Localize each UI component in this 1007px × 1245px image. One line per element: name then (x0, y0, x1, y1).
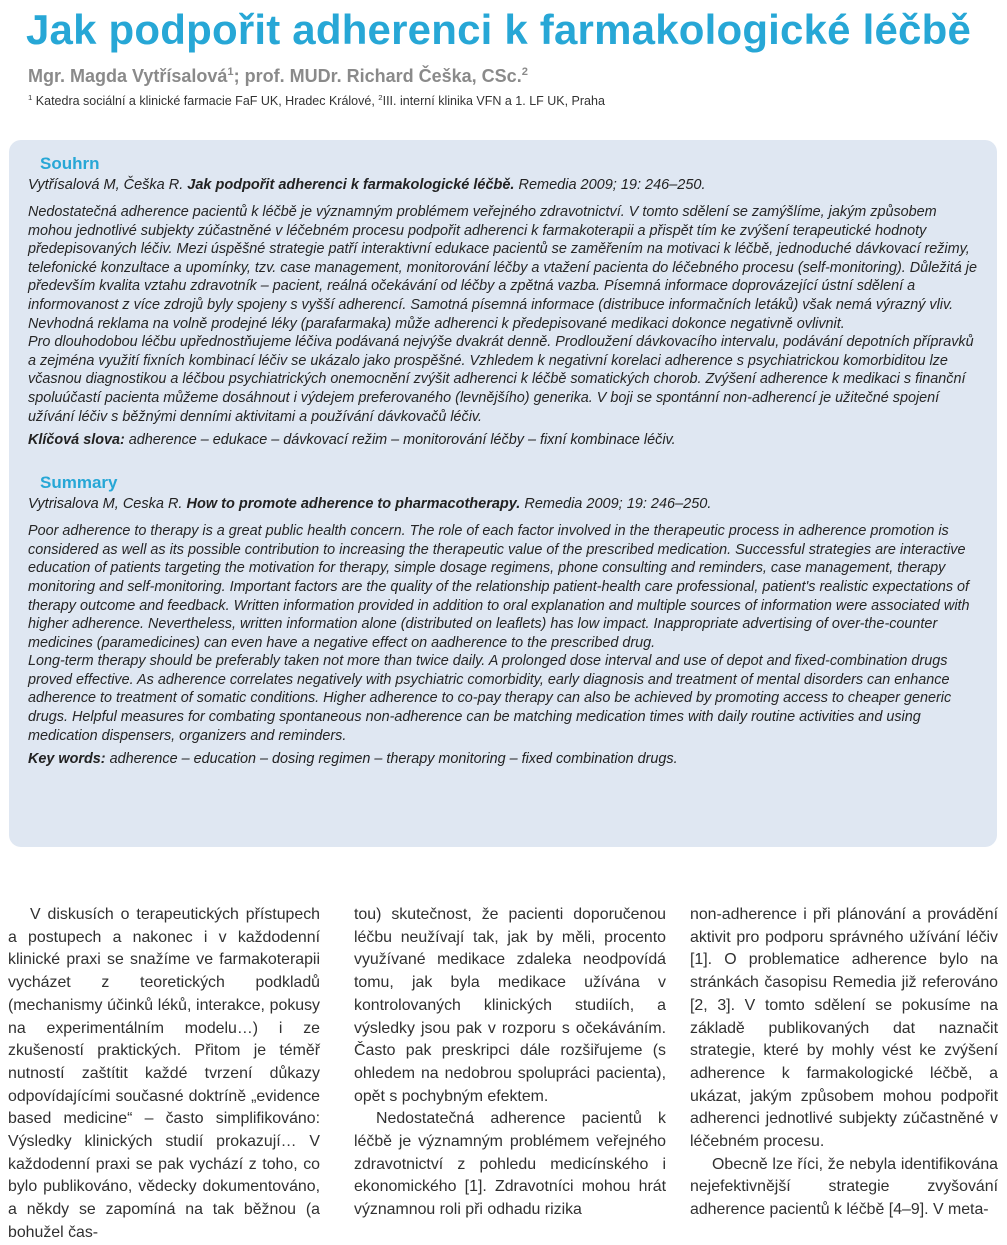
body-paragraph: V diskusích o terapeutických přístupech a postupech a nakonec i v každodenní klinické praxi se snažíme ve farmakoterapii vycházet z teoretických podkladů (mechanismy účinků léků, interakce, pokusy na experimentálním modelu…) i ze zkušeností praktických. Přitom je téměř nutností zaštítit každé tvrzení důkazy odpovídajícími současné doktríně „evidence based medicine“ – často simplifikováno: Výsledky klinických studií prokazují… V každodenní praxi se pak vychází z toho, co bylo publikováno, vědecky dokumentováno, a někdy se zapomíná na tak běžnou (a bohužel čas- (8, 906, 320, 1241)
summary-paragraph-2: Long-term therapy should be preferably taken not more than twice daily. A prolonged dose interval and use of depot and fixed-combination drugs proved effective. As adherence correlates negatively with psychiatric comorbidity, early diagnosis and treatment of mental disorders can enhance adherence to treatment of somatic conditions. Higher adherence to co-pay therapy can also be achieved by promoting access to cheaper generic drugs. Helpful measures for combating spontaneous non-adherence can be matching medication times with daily routine activities and using medication dispensers, organizers and reminders. (28, 653, 952, 744)
body-paragraph: Nedostatečná adherence pacientů k léčbě je významným problémem veřejného zdravotnictví z pohledu medicínského i ekonomického [1]. Zdravotníci mohou hrát významnou roli při odhadu rizika (354, 1110, 666, 1219)
author-1: Mgr. Magda Vytřísalová (28, 66, 228, 86)
summary-paragraph-1: Poor adherence to therapy is a great public health concern. The role of each factor involved in the therapeutic process in adherence promotion is considered as well as its possible contribution to increasing the therapeutic value of the prescribed medication. Successful strategies are interactive education of patients targeting the motivation for therapy, simple dosage regimens, phone consulting and reminders, case management, therapy monitoring and self-monitoring. Important factors are the quality of the relationship patient-health care professional, patient's realistic expectations of therapy outcome and feedback. Written information provided in addition to oral explanation and multiple sources of information were associated with higher adherence. Nevertheless, written information alone (distributed on leaflets) has low impact. Inappropriate advertising of over-the-counter medicines (paramedicines) can even have a negative effect on aadherence to the prescribed drug. (28, 523, 970, 651)
souhrn-text (28, 203, 979, 426)
summary-citation-title: How to promote adherence to pharmacotherapy. (186, 496, 521, 513)
summary-citation-authors: Vytrisalova M, Ceska R. (28, 496, 187, 513)
souhrn-heading: Souhrn (40, 154, 100, 173)
summary-citation-source: Remedia 2009; 19: 246–250. (520, 496, 712, 513)
souhrn-section (28, 154, 979, 450)
body-paragraph: Obecně lze říci, že nebyla identifikována nejefektivnější strategie zvyšování adherence pacientů k léčbě [4–9]. V meta- (690, 1155, 998, 1219)
article-title: Jak podpořit adherenci k farmakologické léčbě (26, 6, 971, 53)
author-1-affil-mark: 1 (227, 66, 234, 78)
affil-2-mark: 2 (378, 92, 383, 102)
summary-section (28, 473, 979, 769)
summary-text (28, 522, 979, 745)
author-2: ; prof. MUDr. Richard Češka, CSc. (233, 66, 522, 86)
affil-1-mark: 1 (28, 92, 33, 102)
summary-citation (28, 494, 979, 514)
souhrn-keywords-label: Klíčová slova: (28, 432, 125, 449)
summary-keywords (28, 750, 979, 769)
abstract-box (9, 140, 997, 847)
summary-keywords-text: adherence – education – dosing regimen – therapy monitoring – fixed combination drugs. (105, 751, 678, 768)
body-paragraph: non-adherence i při plánování a provádění aktivit pro podporu správného užívání léčiv [1]. O problematice adherence bylo na stránkách časopisu Remedia již referováno [2, 3]. V tomto sdělení se pokusíme na základě publikovaných dat naznačit strategie, které by mohly vést ke zvýšení adherence k farmakologické léčbě, a ukázat, jakým způsobem mohou podpořit adherenci jednotlivé subjekty zúčastněné v léčebném procesu. (690, 906, 998, 1151)
affiliations-line (28, 94, 605, 108)
affil-2: III. interní klinika VFN a 1. LF UK, Praha (382, 94, 605, 108)
authors-line (28, 66, 528, 87)
body-paragraph: tou) skutečnost, že pacienti doporučenou léčbu neužívají tak, jak by měli, procento využívané medikace zdaleka neodpovídá tomu, jak byla medikace užívána v kontrolovaných klinických studiích, a výsledky jsou pak v rozporu s očekáváním. Často pak preskripci dále rozšiřujeme (s ohledem na nedobrou spolupráci pacienta), opět s pochybným efektem. (354, 906, 666, 1105)
body-column-2 (354, 904, 666, 1219)
summary-heading: Summary (40, 473, 118, 493)
souhrn-citation-title: Jak podpořit adherenci k farmakologické léčbě. (187, 177, 515, 193)
souhrn-citation-source: Remedia 2009; 19: 246–250. (514, 177, 706, 193)
souhrn-citation-authors: Vytřísalová M, Češka R. (28, 177, 188, 193)
souhrn-keywords-text: adherence – edukace – dávkovací režim – monitorování léčby – fixní kombinace léčiv. (124, 432, 676, 449)
souhrn-paragraph-1: Nedostatečná adherence pacientů k léčbě je významným problémem veřejného zdravotnictví. V tomto sdělení se zamýšlíme, jakým způsobem mohou jednotlivé subjekty zúčastněné v léčebném procesu podpořit adherenci k farmakoterapii a přispět tím ke zvýšení terapeutické hodnoty předepisovaných léčiv. Mezi úspěšné strategie patří interaktivní edukace pacientů se zaměřením na motivaci k léčbě, jednoduché dávkovací režimy, telefonické konzultace a upomínky, tzv. case management, monitorování léčby a vtažení pacienta do léčebného procesu (self-monitoring). Důležitá je především kvalita vztahu zdravotník – pacient, reálná očekávání od léčby a zpětná vazba. Písemná informace doprovázející ústní sdělení a informovanost z více zdrojů byly spojeny s vyšší adherencí. Samotná písemná informace (distribuce informačních letáků) však nemá výrazný vliv. Nevhodná reklama na volně prodejné léky (parafarmaka) může adherenci k předepisované medikaci dokonce negativně ovlivnit. (28, 204, 977, 332)
body-column-1 (8, 904, 320, 1241)
souhrn-paragraph-2: Pro dlouhodobou léčbu upřednostňujeme léčiva podávaná nejvýše dvakrát denně. Prodloužení dávkovacího intervalu, podávání depotních přípravků a zejména využití fixních kombinací léčiv se ukázalo jako prospěšné. Vzhledem k negativní korelaci adherence s psychiatrickou komorbiditou lze včasnou diagnostikou a léčbou psychiatrických onemocnění zvýšit adherenci k léčbě somatických chorob. Zvýšení adherence k medikaci s finanční spoluúčastí pacienta můžeme dosáhnout i výdejem preferovaného (levnějšího) generika. V boji se spontánní non-adherencí je užitečné spojení užívání léčiv s běžnými denními aktivitami a používání dávkovačů léčiv. (28, 334, 974, 425)
souhrn-citation (28, 175, 979, 195)
souhrn-keywords (28, 431, 979, 450)
article-body (8, 904, 998, 1241)
author-2-affil-mark: 2 (521, 66, 528, 78)
body-column-3 (690, 904, 998, 1219)
summary-keywords-label: Key words: (28, 751, 106, 768)
affil-1: Katedra sociální a klinické farmacie FaF UK, Hradec Králové, (32, 94, 379, 108)
